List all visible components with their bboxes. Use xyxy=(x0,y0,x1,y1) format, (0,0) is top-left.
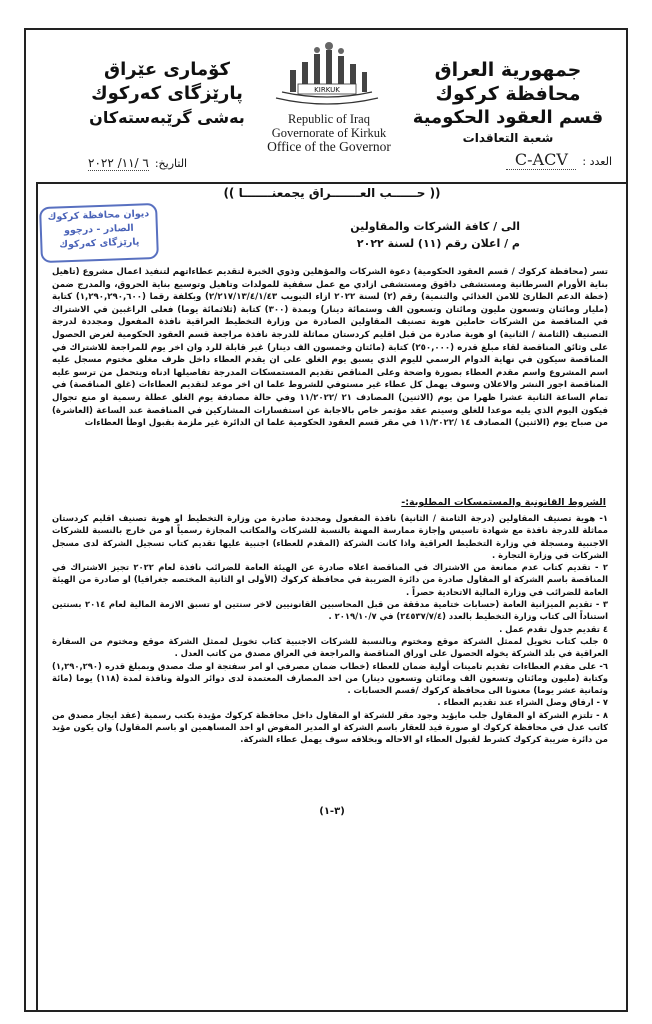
english-header xyxy=(244,112,414,154)
condition-item: ٧ - ارفاق وصل الشراء عند تقديم العطاء . xyxy=(437,697,608,708)
arabic-header xyxy=(408,58,608,146)
logo-text: KIRKUK xyxy=(314,86,340,94)
announcement-body xyxy=(52,266,608,430)
page-number: (٣-١) xyxy=(319,806,345,817)
left-margin-line xyxy=(36,182,38,1012)
condition-item: ٥ جلب كتاب تخويل لممثل الشركة موقع ومختوم وبالنسبة للشركات الاجنبية كتاب تخويل لممثل الشركة موقع ومختوم من السفارة العراقية في بلد الشركة يخوله الحصول على اوراق المناقصة والمراجعة في العراق مصدق من كاتب العدل . xyxy=(52,635,608,659)
header-divider xyxy=(36,182,628,184)
addressee-block xyxy=(60,218,520,252)
office-name-en: Office of the Governor xyxy=(267,139,391,154)
condition-item: ٨ - تلتزم الشركة او المقاول جلب مايؤيد وجود مقر للشركة او المقاول داخل محافظة كركوك مؤيدة بكتب رسمية (عقد ايجار مصدق من كاتب عدل في محافظة كركوك او صورة قيد للعقار باسم الشركة او المدير المفوض او احد المساهمين او باسم المقاول) وان يكون مؤيد من دائرة ضريبة كركوك كشرط لقبول العطاء او الاحاله وبخلافه سوف يهمل عطاء الشركة. xyxy=(52,709,608,745)
announcement-subject: م / اعلان رقم (١١) لسنة ٢٠٢٢ xyxy=(356,237,520,250)
conditions-title: الشروط القانونية والمستمسكات المطلوبة:- xyxy=(401,497,606,508)
governorate-name-ar: محافظة كركوك xyxy=(435,83,581,105)
country-name-en: Republic of Iraq xyxy=(288,112,370,126)
governorate-name-en: Governorate of Kirkuk xyxy=(271,126,387,140)
number-label: العدد : xyxy=(582,155,612,168)
date-value: ٦ /١١/ ٢٠٢٢ xyxy=(88,156,149,170)
conditions-list xyxy=(52,512,608,746)
date-label: التاريخ: xyxy=(154,157,188,170)
stamp-line: ديوان محافظة كركوك xyxy=(47,208,150,223)
kirkuk-emblem-icon xyxy=(268,40,386,112)
stamp-line: پارێزگای كەركوك xyxy=(59,236,140,251)
governorate-name-ku: پارێزگای كەركوك xyxy=(91,83,243,104)
department-name-ku: بەشی گرێبەستەكان xyxy=(89,108,245,127)
condition-item: ٢ - تقديم كتاب عدم ممانعة من الاشتراك في المناقصة اعلاه صادرة عن الهيئة العامة للضرائب نافذة لعام ٢٠٢٢ تجيز الاشتراك في المناقصة باسم الشركة او المقاول صادرة من دائرة الضريبة في محافظة كركوك (الأولى او الثانية المختصه جغرافيا) او صادرة من الهيئة العامة للضرائب في وزارة المالية الاتحادية حصراً . xyxy=(52,562,608,597)
reference-number xyxy=(506,150,612,170)
addressee-to: الى / كافة الشركات والمقاولين xyxy=(350,220,520,233)
condition-item: ٣ - تقديم الميزانية العامة (حسابات ختامية مدققة من قبل المحاسبين القانونيين لاخر سنتين او تسبق الازمة المالية لعام ٢٠١٤ بسنتين استناداً الى كتاب وزارة التخطيط بالعدد (٢٤٥٣٧/٧/٤) في ٢٠١٩/١٠/٧ . xyxy=(52,599,608,622)
body-paragraph: تسر (محافظة كركوك / قسم العقود الحكومية) دعوة الشركات والمؤهلين وذوي الخبرة لتقديم عطاءاتهم لتنفيذ اعمال مشروع (تاهيل بناية الأورام السرطانية ومستشفى داقوق ومستشفى ازادي مع عمل سقفية للمولدات وتاهيل وتوسيع بناية الحروق، والمدرج ضمن (خطة الدعم الطارئ للامن الغذائي والتنمية) رقم (٢) لسنة ٢٠٢٢ ازاء التبويب ٢/٢١٧/١٣/٤/١/٤٣) وبكلفة رقما (١,٢٩٠,٢٩٠,٦٠٠) كتابة (مليار ومائتان وتسعون مليون ومائتان وتسعون الف وستمائة دينار) وبمدة (٣٠٠) كتابة (ثلاثمائة يوما) فعلى الراغبين في الاشتراك في المناقصة من الشركات حاملين هوية تصنيف المقاولين الصادرة من وزارة التخطيط العراقية نافذة المفعول ومجددة لدرجة التصنيف (الثامنة / الثانية) او هوية صادرة من قبل اقليم كردستان مماثلة للدرجة نافذة مراجعة قسم العقود الحكومية لغرض الحصول على وثائق المناقصة لقاء مبلغ قدره (٢٥٠,٠٠٠) كتابة (مائتان وخمسون الف دينار) غير قابلة للرد وان اخر يوم للمراجعة للاشتراك في المناقصة سيكون في نهاية الدوام الرسمي لليوم الذي يسبق يوم الغلق على ان يقدم العطاء داخل ظرف مغلق مختوم مسجل عليه اسم المشروع واسم مقدم العطاء بصورة واضحة وعلى المناقص تقديم المستمسكات المدرجة تفاصيلها ادناه ويتحمل من ترسو عليه المناقصة اجور النشر والاعلان وسوف يهمل كل عطاء غير مستوفي للشروط علما ان اخر موعد لتقديم العطاءات (غلق المناقصة) في تمام الساعة الثانية عشرا ظهرا من يوم (الاثنين) المصادف ٢١ /١١/٢٠٢٢ وفي حالة مصادفة يوم الغلق عطلة رسمية او منع تجوال فيكون اليوم الذي يليه موعدا للغلق وسيتم عقد مؤتمر خاص بالاجابة عن استفسارات المشاركين في المناقصة عند الساعة (العاشرة) من صباح يوم (الاثنين) المصادف ١٤ /١١/٢٠٢٢ في مقر قسم العقود الحكومية علما ان الدائرة غير ملزمة بقبول اوطأ العطاءات xyxy=(52,267,609,429)
condition-item: ٤ تقديم جدول تقدم عمل . xyxy=(499,623,608,634)
country-name-ar: جمهورية العراق xyxy=(434,59,582,81)
number-value: C-ACV xyxy=(506,150,576,170)
stamp-line: الصادر - درچوو xyxy=(63,222,134,237)
kurdish-header xyxy=(72,58,262,130)
condition-item: ٦- على مقدم العطاءات تقديم تامينات أولية ضمان للعطاء (خطاب ضمان مصرفي او امر سفتجة او صك مصدق وبمبلغ قدره (١,٢٩٠,٢٩٠) وكتابة (مليون ومائتان وتسعون الف ومائتان وتسعون دينار) من احد المصارف المعتمدة لدى دوائر الدولة ونافذة لمدة (١١٨) يوما (مائة وثمانية عشر يوما) معنونا الى محافظة كركوك /قسم الحسابات . xyxy=(52,660,608,696)
department-name-ar: قسم العقود الحكومية xyxy=(412,107,604,128)
section-name-ar: شعبة التعاقدات xyxy=(462,131,554,145)
reference-date xyxy=(88,156,187,171)
country-name-ku: كۆماری عێراق xyxy=(104,59,230,80)
condition-item: ١- هوية تصنيف المقاولين (درجة الثامنة / الثانية) نافذة المفعول ومجددة صادرة من وزارة التخطيط او هوية تصنيف اقليم كردستان مماثلة للدرجة نافذة مع شهادة تاسيس وإجازة ممارسة المهنة بالنسبة للشركات والمكاتب المجازة رسمياً او من خارج بالنسبة للشركات الاجنبية ومسجلة في وزارة التخطيط العراقية واذا كانت الشركة (المقدم للعطاء) اجنبية عليها تقديم كتاب تسجيل الشركة لدى مسجل الشركات في وزارة التجارة . xyxy=(52,513,608,560)
slogan: (( حــــــب العـــــــراق يجمعنـــــــا )) xyxy=(223,186,441,200)
